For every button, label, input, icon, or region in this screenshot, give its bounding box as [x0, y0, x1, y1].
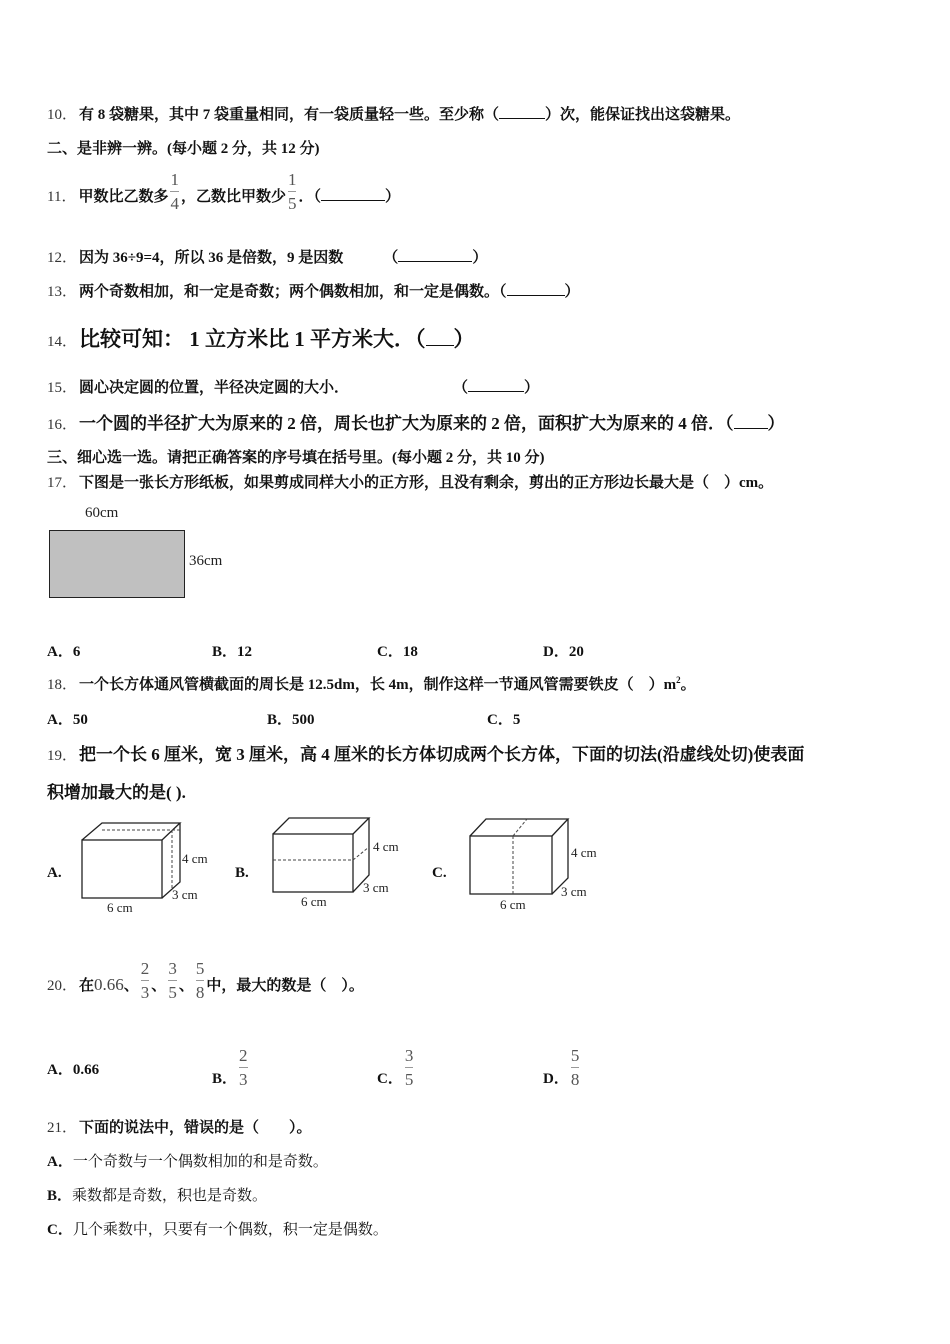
- question-17: 17． 下图是一张长方形纸板，如果剪成同样大小的正方形，且没有剩余，剪出的正方形边长最大是（ ）cm。: [47, 475, 774, 491]
- fraction: $\frac{3}{5}$: [168, 959, 177, 1002]
- option-d[interactable]: D． $\frac{5}{8}$: [543, 1046, 580, 1089]
- answer-blank[interactable]: [398, 247, 472, 262]
- box-figure-b: [271, 817, 411, 907]
- option-c[interactable]: C．18: [377, 644, 418, 660]
- question-15: 15． 圆心决定圆的位置，半径决定圆的大小． （ ）: [47, 376, 539, 397]
- question-10: 10． 有 8 袋糖果，其中 7 袋重量相同，有一袋质量轻一些。至少称（ ）次，能保证找出这袋糖果。: [47, 103, 740, 124]
- rectangle-figure: [49, 530, 185, 598]
- option-a[interactable]: A．0.66: [47, 1062, 100, 1078]
- answer-blank[interactable]: [426, 327, 454, 346]
- question-20: 20． 在0.66、 $\frac{2}{3}$ 、 $\frac{3}{5}$ 、 $\frac{5}{8}$ 中，最大的数是（ ）。: [47, 959, 364, 1002]
- question-14: 14．比较可知： 1 立方米比 1 平方米大．（ ）: [47, 327, 475, 351]
- option-b[interactable]: B．12: [212, 644, 253, 660]
- answer-blank[interactable]: [507, 281, 565, 296]
- question-19-line1: 19． 把一个长 6 厘米，宽 3 厘米，高 4 厘米的长方体切成两个长方体，下面的切法(沿虚线处切)使表面: [47, 745, 805, 764]
- question-18: 18． 一个长方体通风管横截面的周长是 12.5dm，长 4m，制作这样一节通风管需要铁皮（ ）$m^2$。: [47, 675, 696, 693]
- option-d[interactable]: D．20: [543, 644, 584, 660]
- fraction: $\frac{5}{8}$: [195, 959, 205, 1002]
- option-c[interactable]: C．5: [487, 712, 521, 728]
- question-12: 12． 因为 36÷9=4，所以 36 是倍数，9 是因数 （ ）: [47, 246, 487, 267]
- question-number: 10．: [47, 107, 78, 123]
- question-19-line2: 积增加最大的是( ).: [47, 783, 186, 802]
- option-c[interactable]: C．几个乘数中，只要有一个偶数，积一定是偶数。: [47, 1222, 388, 1238]
- box-figure-a: [80, 820, 220, 915]
- option-a[interactable]: A．50: [47, 712, 88, 728]
- answer-blank[interactable]: [321, 186, 385, 201]
- section-3-title: 三、细心选一选。请把正确答案的序号填在括号里。(每小题 2 分，共 10 分): [47, 450, 545, 466]
- option-a[interactable]: A．6: [47, 644, 81, 660]
- option-b[interactable]: B． $\frac{2}{3}$: [212, 1046, 248, 1089]
- option-b[interactable]: B．乘数都是奇数，积也是奇数。: [47, 1188, 268, 1204]
- answer-blank[interactable]: [734, 414, 768, 429]
- fraction: $\frac{1}{4}$: [170, 170, 179, 213]
- option-a[interactable]: A.: [47, 865, 62, 881]
- question-13: 13． 两个奇数相加，和一定是奇数；两个偶数相加，和一定是偶数。（ ）: [47, 280, 580, 301]
- fraction: $\frac{1}{5}$: [287, 170, 297, 213]
- section-2-title: 二、是非辨一辨。(每小题 2 分，共 12 分): [47, 141, 320, 157]
- question-11: 11． 甲数比乙数多 $\frac{1}{4}$ ，乙数比甲数少 $\frac{1}{5}$ ．（ ）: [47, 170, 401, 213]
- answer-blank[interactable]: [468, 377, 524, 392]
- figure-width-label: 60cm: [85, 505, 119, 521]
- option-b[interactable]: B．500: [267, 712, 315, 728]
- fraction: $\frac{2}{3}$: [140, 959, 150, 1002]
- option-b[interactable]: B.: [235, 865, 249, 881]
- option-c[interactable]: C.: [432, 865, 447, 881]
- question-21: 21． 下面的说法中，错误的是（ ）。: [47, 1120, 312, 1136]
- box-figure-c: [468, 818, 608, 908]
- question-16: 16． 一个圆的半径扩大为原来的 2 倍，周长也扩大为原来的 2 倍，面积扩大为原来的 4 倍．（ ）: [47, 414, 785, 433]
- option-a[interactable]: A．一个奇数与一个偶数相加的和是奇数。: [47, 1154, 328, 1170]
- answer-blank[interactable]: [499, 104, 545, 119]
- figure-height-label: 36cm: [189, 553, 223, 569]
- option-c[interactable]: C． $\frac{3}{5}$: [377, 1046, 414, 1089]
